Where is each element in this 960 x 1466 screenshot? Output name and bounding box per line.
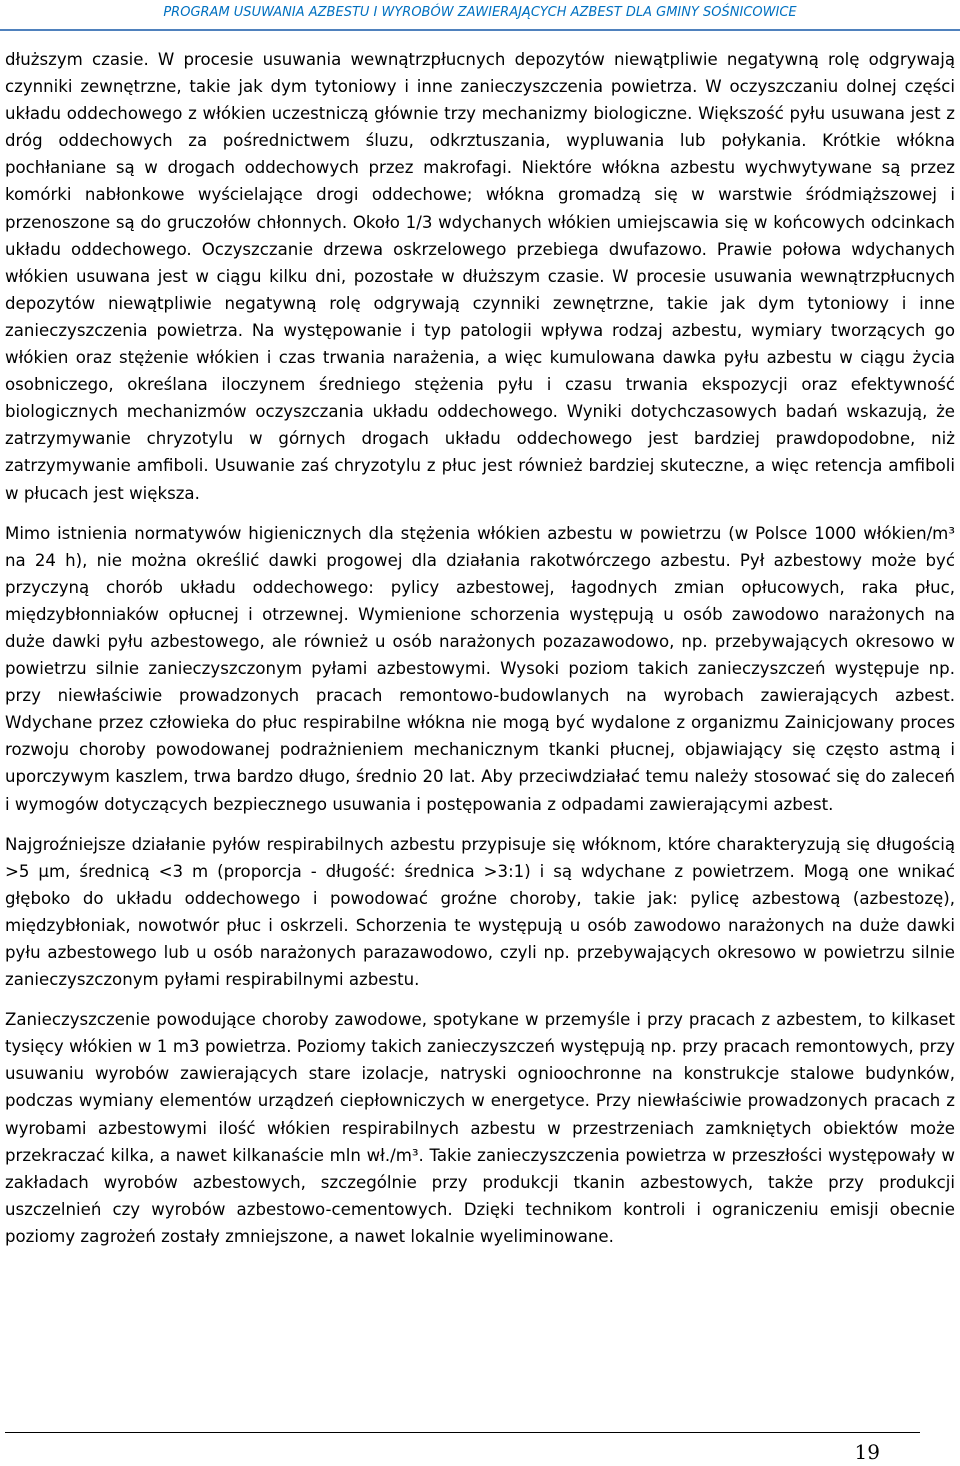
header-title: PROGRAM USUWANIA AZBESTU I WYROBÓW ZAWIERAJĄCYCH AZBEST DLA GMINY SOŚNICOWICE xyxy=(163,5,797,20)
paragraph-2: Mimo istnienia normatywów higienicznych dla stężenia włókien azbestu w powietrzu (w Polsce 1000 włókien/m³ na 24 h), nie można określić dawki progowej dla działania rakotwórczego azbestu. Pył azbestowy może być przyczyną chorób układu oddechowego: pylicy azbestowej, łagodnych zmian opłucowych, raka płuc, międzybłonniaków opłucnej i otrzewnej. Wymienione schorzenia występują u osób zawodowo narażonych na duże dawki pyłu azbestowego, ale również u osób narażonych pozazawodowo, np. przebywających okresowo w powietrzu silnie zanieczyszczonym pyłami azbestowymi. Wysoki poziom takich zanieczyszczeń występuje np. przy niewłaściwie prowadzonych pracach remontowo-budowlanych na wyrobach zawierających azbest. Wdychane przez człowieka do płuc respirabilne włókna nie mogą być wydalone z organizmu Zainicjowany proces rozwoju choroby powodowanej podrażnieniem mechanicznym tkanki płucnej, objawiający się często astmą i uporczywym kaszlem, trwa bardzo długo, średnio 20 lat. Aby przeciwdziałać temu należy stosować się do zaleceń i wymogów dotyczących bezpiecznego usuwania i postępowania z odpadami zawierającymi azbest. xyxy=(5,523,955,814)
paragraph-4: Zanieczyszczenie powodujące choroby zawodowe, spotykane w przemyśle i przy pracach z azbestem, to kilkaset tysięcy włókien w 1 m3 powietrza. Poziomy takich zanieczyszczeń występują np. przy pracach remontowych, przy usuwaniu wyrobów zawierających stare izolacje, natryski ognioochronne na konstrukcje stalowe budynków, podczas wymiany elementów urządzeń ciepłowniczych w energetyce. Przy niewłaściwie prowadzonych pracach z wyrobami azbestowymi ilość włókien respirabilnych azbestu w przestrzeniach zamkniętych obiektów może przekraczać kilka, a nawet kilkanaście mln wł./m³. Takie zanieczyszczenia powietrza w przeszłości występowały w zakładach wyrobów azbestowych, szczególnie przy produkcji tkanin azbestowych, także przy produkcji uszczelnień czy wyrobów azbestowo-cementowych. Dzięki technikom kontroli i ograniczeniu emisji obecnie poziomy zagrożeń zostały zmniejszone, a nawet lokalnie wyeliminowane. xyxy=(5,1010,955,1246)
page-header xyxy=(0,0,960,32)
header-divider xyxy=(0,29,960,31)
footer-divider xyxy=(5,1432,920,1433)
page-number: 19 xyxy=(854,1440,880,1464)
document-body xyxy=(5,46,955,1263)
paragraph-3: Najgroźniejsze działanie pyłów respirabilnych azbestu przypisuje się włóknom, które charakteryzują się długością >5 µm, średnicą <3 m (proporcja - długość: średnica >3:1) i są wdychane z powietrzem. Mogą one wnikać głęboko do układu oddechowego i powodować groźne choroby, takie jak: pylicę azbestową (azbestozę), międzybłoniak, nowotwór płuc i oskrzeli. Schorzenia te występują u osób zawodowo narażonych na duże dawki pyłu azbestowego lub u osób narażonych parazawodowo, czyli np. przebywających okresowo w powietrzu silnie zanieczyszczonym pyłami respirabilnymi azbestu. xyxy=(5,834,955,990)
paragraph-1: dłuższym czasie. W procesie usuwania wewnątrzpłucnych depozytów niewątpliwie negatywną rolę odgrywają czynniki zewnętrzne, takie jak dym tytoniowy i inne zanieczyszczenia powietrza. W oczyszczaniu dolnej części układu oddechowego z włókien uczestniczą głównie trzy mechanizmy biologiczne. Większość pyłu usuwana jest z dróg oddechowych za pośrednictwem śluzu, odkrztuszania, wypluwania lub połykania. Krótkie włókna pochłaniane są w drogach oddechowych przez makrofagi. Niektóre włókna azbestu wychwytywane są przez komórki nabłonkowe wyścielające drogi oddechowe; włókna gromadzą się w warstwie śródmiąższowej i przenoszone są do gruczołów chłonnych. Około 1/3 wdychanych włókien umiejscawia się w końcowych odcinkach układu oddechowego. Oczyszczanie drzewa oskrzelowego przebiega dwufazowo. Prawie połowa wdychanych włókien usuwana jest w ciągu kilku dni, pozostałe w dłuższym czasie. W procesie usuwania wewnątrzpłucnych depozytów niewątpliwie negatywną rolę odgrywają czynniki zewnętrzne, takie jak dym tytoniowy i inne zanieczyszczenia powietrza. Na występowanie i typ patologii wpływa rodzaj azbestu, wymiary tworzących go włókien oraz stężenie włókien i czas trwania narażenia, a więc kumulowana dawka pyłu azbestu w ciągu życia osobniczego, określana iloczynem średniego stężenia pyłu i czasu trwania ekspozycji oraz efektywność biologicznych mechanizmów oczyszczania układu oddechowego. Wyniki dotychczasowych badań wskazują, że zatrzymywanie chryzotylu w górnych drogach układu oddechowego jest bardziej prawdopodobne, niż zatrzymywanie amfiboli. Usuwanie zaś chryzotylu z płuc jest również bardziej skuteczne, a więc retencja amfiboli w płucach jest większa. xyxy=(5,50,955,503)
